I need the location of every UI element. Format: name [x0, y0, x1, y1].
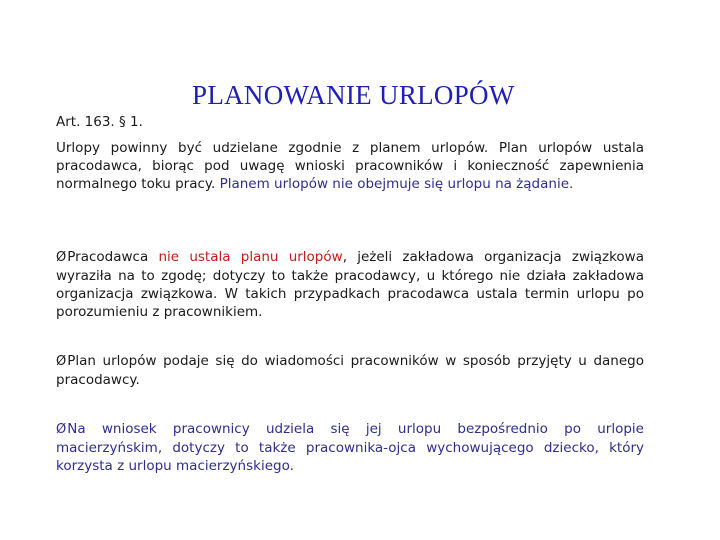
bullet-text-post: , jeżeli zakładowa organizacja związkowa wyraziła na to zgodę; dotyczy to także pracodawcy, u którego nie działa zakładowa organizacja związkowa. W takich przypadkach pracodawca ustala termin urlopu po porozumieniu z pracownikiem.	[56, 249, 645, 320]
arrow-bullet-icon: Ø	[56, 250, 67, 265]
paragraph-plan-urlopow	[56, 139, 644, 193]
bullet-text: Na wniosek pracownicy udziela się jej urlopu bezpośrednio po urlopie macierzyńskim, dotyczy to także pracownika-ojca wychowującego dziecko, który korzysta z urlopu macierzyńskiego.	[56, 421, 644, 474]
bullet-item-maternity	[56, 420, 644, 475]
bullet-item-notification	[56, 352, 644, 389]
highlighted-text: Planem urlopów nie obejmuje się urlopu na żądanie.	[219, 176, 574, 192]
bullet-text: Plan urlopów podaje się do wiadomości pracowników w sposób przyjęty u danego pracodawcy.	[56, 353, 644, 388]
bullet-text-pre: Pracodawca	[67, 249, 159, 265]
paragraph-text: Urlopy powinny być udzielane zgodnie z planem urlopów. Plan urlopów ustala pracodawca, biorąc pod uwagę wnioski pracowników i konieczność zapewnienia normalnego toku pracy.	[56, 140, 644, 192]
arrow-bullet-icon: Ø	[56, 354, 67, 369]
highlighted-text: nie ustala planu urlopów	[158, 249, 343, 265]
slide-title: PLANOWANIE URLOPÓW	[192, 80, 515, 110]
arrow-bullet-icon: Ø	[56, 422, 67, 437]
article-reference: Art. 163. § 1.	[56, 114, 143, 130]
bullet-item-no-plan	[56, 248, 644, 321]
